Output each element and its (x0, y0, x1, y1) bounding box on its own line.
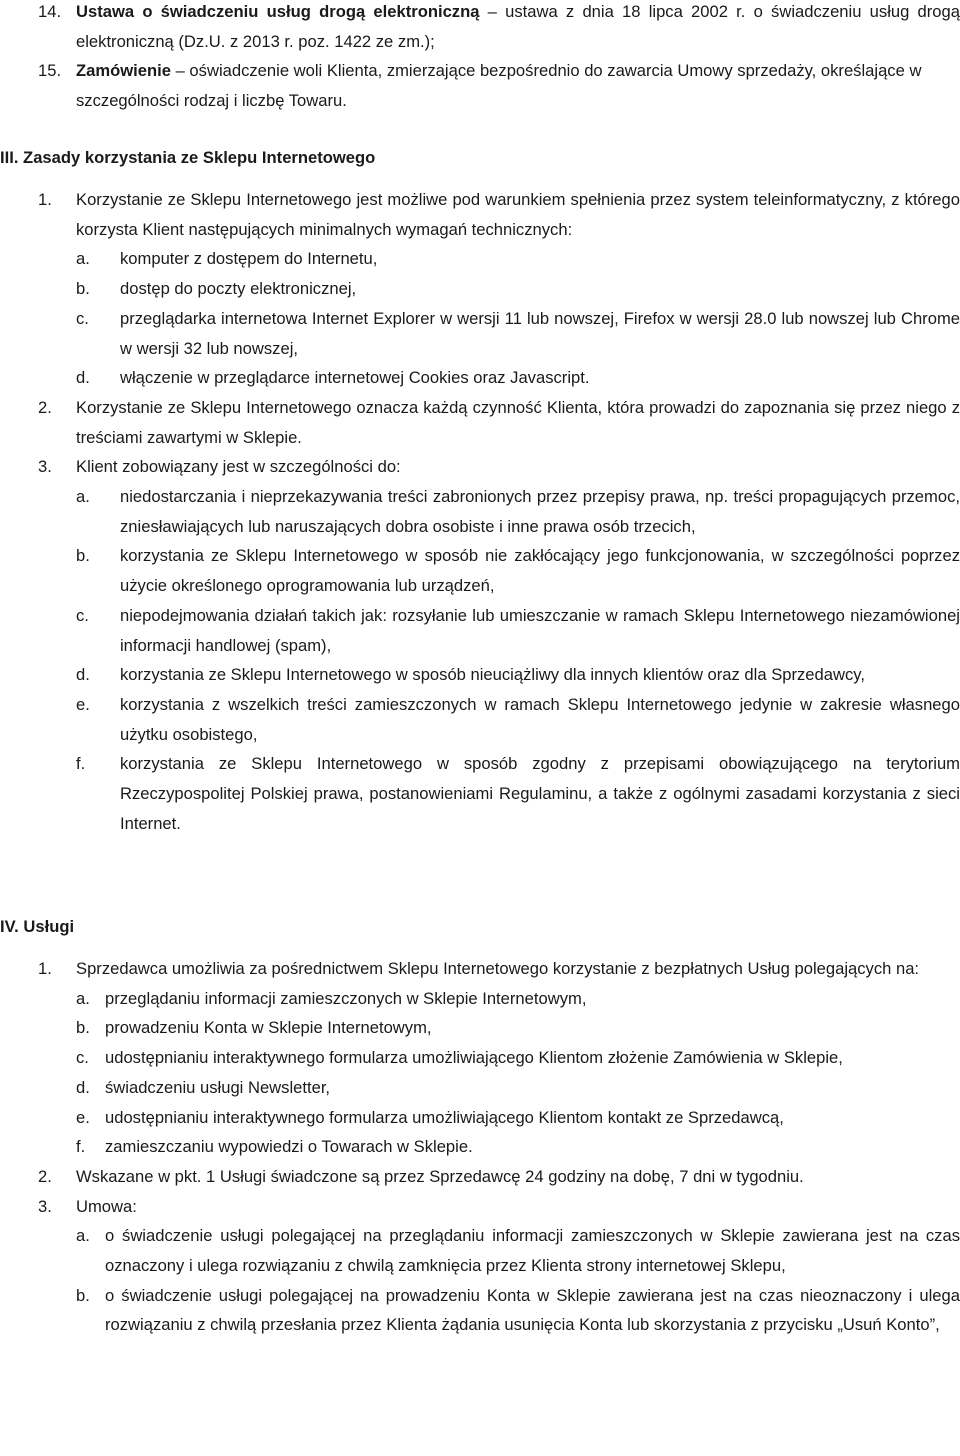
section-3-item-1-c (0, 304, 960, 363)
sub-text: włączenie w przeglądarce internetowej Cookies oraz Javascript. (120, 368, 590, 388)
item-text: Wskazane w pkt. 1 Usługi świadczone są przez Sprzedawcę 24 godziny na dobę, 7 dni w tygodniu. (76, 1166, 804, 1186)
item-text: Korzystanie ze Sklepu Internetowego jest możliwe pod warunkiem spełnienia przez system teleinformatyczny, z którego korzysta Klient następujących minimalnych wymagań technicznych: (76, 190, 960, 239)
section-4-items (0, 954, 960, 1340)
section-4-item-1-a (0, 984, 960, 1014)
definition-15 (0, 56, 960, 115)
sub-letter: e. (76, 694, 90, 714)
sub-text: udostępnianiu interaktywnego formularza umożliwiającego Klientom kontakt ze Sprzedawcą, (105, 1107, 784, 1127)
section-3-item-3-d (0, 660, 960, 690)
sub-text: o świadczenie usługi polegającej na prowadzeniu Konta w Sklepie zawierana jest na czas nieoznaczony i ulega rozwiązaniu z chwilą przesłania przez Klienta żądania usunięcia Konta lub skorzystania z przycisku „Usuń Konto”, (105, 1285, 960, 1335)
section-3-items (0, 185, 960, 838)
section-3-item-3-c (0, 601, 960, 660)
sub-letter: b. (76, 279, 90, 299)
sub-text: niedostarczania i nieprzekazywania treści zabronionych przez przepisy prawa, np. treści propagujących przemoc, zniesławiających lub naruszających dobra osobiste i inne prawa osób trzecich, (120, 487, 960, 536)
sub-letter: b. (76, 1285, 90, 1305)
sub-text: o świadczenie usługi polegającej na przeglądaniu informacji zamieszczonych w Sklepie zawierana jest na czas oznaczony i ulega rozwiązaniu z chwilą zamknięcia przez Klienta strony internetowej Sklepu, (105, 1226, 960, 1276)
section-3-item-1-d (0, 363, 960, 393)
sub-letter: d. (76, 1077, 90, 1097)
definitions-list (0, 0, 960, 116)
sub-text: przeglądarka internetowa Internet Explorer w wersji 11 lub nowszej, Firefox w wersji 28.0 lub nowszej lub Chrome w wersji 32 lub nowszej, (120, 308, 960, 358)
section-4-item-1 (0, 954, 960, 984)
sub-text: korzystania ze Sklepu Internetowego w sposób nieuciążliwy dla innych klientów oraz dla Sprzedawcy, (120, 665, 865, 685)
item-number: 1. (38, 959, 52, 978)
section-3-item-3-f (0, 749, 960, 838)
sub-letter: f. (76, 754, 86, 774)
sub-text: prowadzeniu Konta w Sklepie Internetowym, (105, 1018, 432, 1038)
definition-term: Ustawa o świadczeniu usług drogą elektroniczną (76, 2, 480, 21)
item-number: 3. (38, 457, 52, 477)
sub-letter: f. (76, 1137, 86, 1157)
sub-letter: c. (76, 1048, 89, 1068)
section-4-item-1-d (0, 1073, 960, 1103)
sub-letter: e. (76, 1107, 90, 1127)
definition-number: 15. (38, 61, 62, 81)
section-3-item-1-a (0, 244, 960, 274)
sub-letter: a. (76, 988, 90, 1008)
sub-letter: c. (76, 308, 89, 328)
definition-text: – oświadczenie woli Klienta, zmierzające bezpośrednio do zawarcia Umowy sprzedaży, określające w szczególności rodzaj i liczbę Towaru. (76, 61, 922, 111)
sub-text: zamieszczaniu wypowiedzi o Towarach w Sklepie. (105, 1137, 473, 1157)
section-4-title: IV. Usługi (0, 917, 75, 936)
section-4-item-3-b (0, 1281, 960, 1340)
sub-letter: c. (76, 605, 89, 625)
section-4-item-1-c (0, 1043, 960, 1073)
sub-text: korzystania ze Sklepu Internetowego w sposób nie zakłócający jego funkcjonowania, w szczególności poprzez użycie określonego oprogramowania lub urządzeń, (120, 546, 960, 596)
sub-letter: d. (76, 368, 90, 388)
definition-text: – ustawa z dnia 18 lipca 2002 r. o świadczeniu usług drogą elektroniczną (Dz.U. z 2013 r. poz. 1422 ze zm.); (76, 2, 960, 51)
section-4-item-1-f (0, 1132, 960, 1162)
sub-text: korzystania z wszelkich treści zamieszczonych w ramach Sklepu Internetowego jedynie w zakresie własnego użytku osobistego, (120, 694, 960, 744)
section-3-item-3-e (0, 690, 960, 749)
sub-letter: d. (76, 665, 90, 685)
section-4-item-3 (0, 1192, 960, 1222)
item-text: Sprzedawca umożliwia za pośrednictwem Sklepu Internetowego korzystanie z bezpłatnych Usług polegających na: (76, 959, 920, 978)
section-3-item-1 (0, 185, 960, 244)
sub-letter: a. (76, 487, 90, 507)
sub-letter: b. (76, 546, 90, 566)
definition-term: Zamówienie (76, 61, 171, 81)
section-4-item-3-a (0, 1221, 960, 1280)
sub-text: dostęp do poczty elektronicznej, (120, 279, 357, 299)
item-number: 1. (38, 190, 52, 209)
item-text: Klient zobowiązany jest w szczególności do: (76, 457, 401, 477)
section-3-item-1-b (0, 274, 960, 304)
definition-14 (0, 0, 960, 56)
section-3-title: III. Zasady korzystania ze Sklepu Internetowego (0, 148, 376, 167)
section-3-item-2 (0, 393, 960, 452)
sub-letter: a. (76, 249, 90, 269)
item-text: Umowa: (76, 1196, 137, 1216)
definition-number: 14. (38, 2, 62, 21)
item-number: 3. (38, 1196, 52, 1216)
item-number: 2. (38, 397, 52, 417)
sub-text: korzystania ze Sklepu Internetowego w sposób zgodny z przepisami obowiązującego na terytorium Rzeczypospolitej Polskiej prawa, postanowieniami Regulaminu, a także z ogólnymi zasadami korzystania z sieci Internet. (120, 754, 960, 833)
section-3-item-3-b (0, 541, 960, 600)
section-4-item-2 (0, 1162, 960, 1192)
sub-text: udostępnianiu interaktywnego formularza umożliwiającego Klientom złożenie Zamówienia w Sklepie, (105, 1048, 843, 1068)
sub-text: przeglądaniu informacji zamieszczonych w Sklepie Internetowym, (105, 988, 587, 1008)
item-number: 2. (38, 1166, 52, 1186)
section-4-item-1-e (0, 1103, 960, 1133)
section-4-item-1-b (0, 1013, 960, 1043)
sub-text: świadczeniu usługi Newsletter, (105, 1077, 331, 1097)
sub-text: niepodejmowania działań takich jak: rozsyłanie lub umieszczanie w ramach Sklepu Internetowego niezamówionej informacji handlowej (spam), (120, 605, 960, 655)
sub-letter: b. (76, 1018, 90, 1038)
item-text: Korzystanie ze Sklepu Internetowego oznacza każdą czynność Klienta, która prowadzi do zapoznania się przez niego z treściami zawartymi w Sklepie. (76, 397, 960, 447)
section-3-item-3 (0, 452, 960, 482)
sub-text: komputer z dostępem do Internetu, (120, 249, 378, 269)
sub-letter: a. (76, 1226, 90, 1246)
section-3-item-3-a (0, 482, 960, 541)
